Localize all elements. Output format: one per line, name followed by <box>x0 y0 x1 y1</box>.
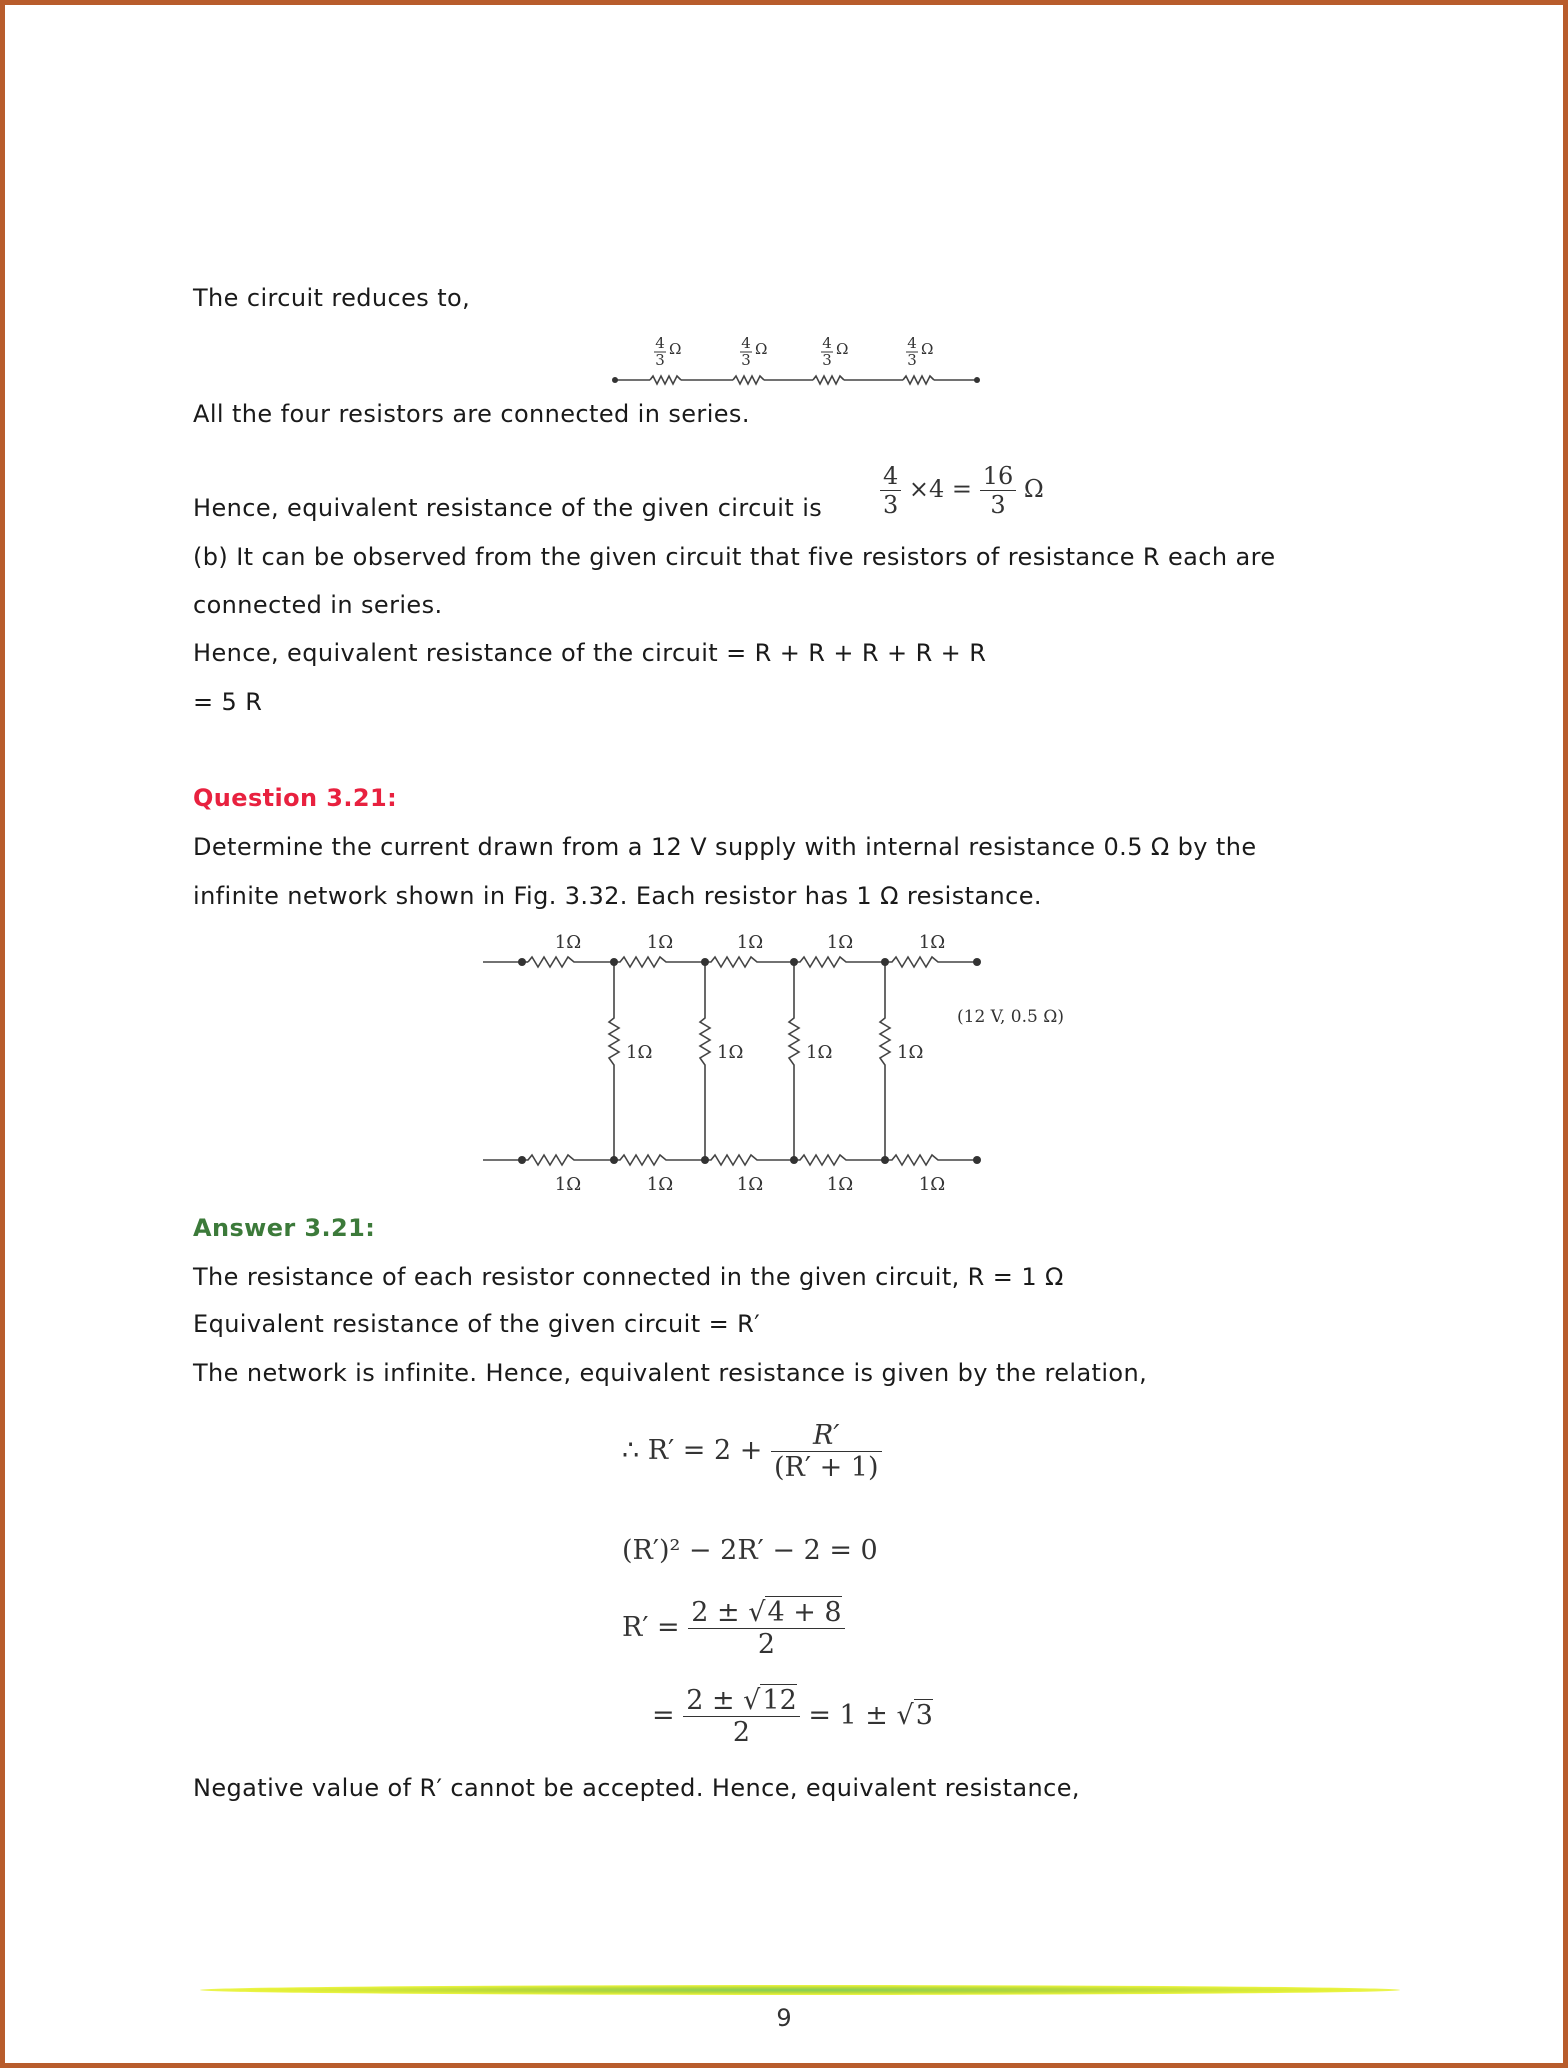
answer-line-3: The network is infinite. Hence, equivalent resistance is given by the relation, <box>193 1359 1148 1387</box>
source-label: (12 V, 0.5 Ω) <box>957 1007 1064 1027</box>
part-b-line-1: (b) It can be observed from the given circuit that five resistors of resistance R each are <box>193 543 1276 571</box>
circuit-reduces-text: The circuit reduces to, <box>193 284 471 312</box>
answer-line-1: The resistance of each resistor connected in the given circuit, R = 1 Ω <box>193 1263 1064 1291</box>
bottom-label-5: 1Ω <box>918 1174 946 1195</box>
svg-text:4: 4 <box>907 334 917 352</box>
top-label-1: 1Ω <box>554 932 582 953</box>
vertical-label-3: 1Ω <box>806 1042 833 1063</box>
part-b-line-3: Hence, equivalent resistance of the circuit = R + R + R + R + R <box>193 639 987 667</box>
equation-1: ∴ R′ = 2 + $\frac{R'}{(R' + 1)}$ <box>622 1420 882 1483</box>
page-number: 9 <box>776 2004 792 2032</box>
svg-text:Ω: Ω <box>836 340 849 358</box>
svg-text:4: 4 <box>741 334 751 352</box>
question-line-1: Determine the current drawn from a 12 V supply with internal resistance 0.5 Ω by the <box>193 833 1257 861</box>
answer-line-2: Equivalent resistance of the given circuit = R′ <box>193 1310 761 1338</box>
vertical-label-2: 1Ω <box>717 1042 744 1063</box>
bottom-label-3: 1Ω <box>736 1174 764 1195</box>
svg-text:3: 3 <box>655 351 665 369</box>
vertical-label-4: 1Ω <box>897 1042 924 1063</box>
svg-text:3: 3 <box>822 351 832 369</box>
bottom-label-2: 1Ω <box>646 1174 674 1195</box>
top-label-2: 1Ω <box>646 932 674 953</box>
answer-heading: Answer 3.21: <box>193 1214 376 1242</box>
equivalent-resistance-text: Hence, equivalent resistance of the given circuit is <box>193 494 823 522</box>
series-label-2 <box>740 334 767 369</box>
series-statement: All the four resistors are connected in series. <box>193 400 750 428</box>
svg-text:4: 4 <box>822 334 832 352</box>
svg-text:3: 3 <box>907 351 917 369</box>
question-heading: Question 3.21: <box>193 784 398 812</box>
series-label-1 <box>654 334 681 369</box>
question-line-2: infinite network shown in Fig. 3.32. Each resistor has 1 Ω resistance. <box>193 882 1042 910</box>
svg-text:4: 4 <box>655 334 665 352</box>
equivalent-resistance-formula: $\frac{4}{3}$ ×4 = $\frac{16}{3}$ Ω <box>880 462 1044 519</box>
svg-text:Ω: Ω <box>669 340 682 358</box>
answer-line-4: Negative value of R′ cannot be accepted. Hence, equivalent resistance, <box>193 1774 1080 1802</box>
svg-text:Ω: Ω <box>921 340 934 358</box>
vertical-label-1: 1Ω <box>626 1042 653 1063</box>
series-label-3 <box>821 334 848 369</box>
series-resistor-diagram <box>600 320 1000 400</box>
top-label-3: 1Ω <box>736 932 764 953</box>
equation-4: = $\frac{2 \pm √12}{2}$ = 1 ± √3 <box>652 1685 933 1748</box>
series-label-4 <box>906 334 933 369</box>
svg-text:Ω: Ω <box>755 340 768 358</box>
top-label-4: 1Ω <box>826 932 854 953</box>
equation-2: (R′)² − 2R′ − 2 = 0 <box>622 1535 878 1566</box>
part-b-line-4: = 5 R <box>193 688 263 716</box>
bottom-label-1: 1Ω <box>554 1174 582 1195</box>
equation-3: R′ = $\frac{2 \pm √4 + 8}{2}$ <box>622 1597 845 1660</box>
footer-rule <box>200 1985 1400 1995</box>
part-b-line-2: connected in series. <box>193 591 443 619</box>
top-label-5: 1Ω <box>918 932 946 953</box>
infinite-network-figure <box>470 920 1110 1200</box>
bottom-label-4: 1Ω <box>826 1174 854 1195</box>
svg-text:3: 3 <box>741 351 751 369</box>
